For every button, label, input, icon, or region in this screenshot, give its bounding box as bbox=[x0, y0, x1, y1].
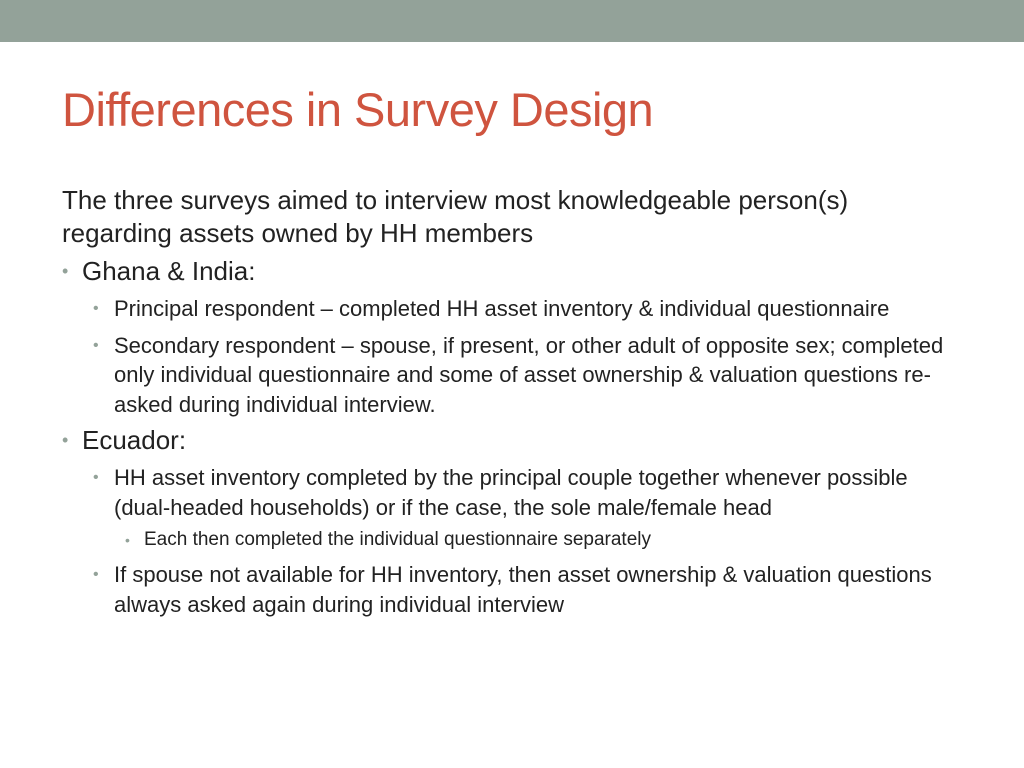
bullet-icon: • bbox=[62, 430, 69, 450]
sub-bullet-text: HH asset inventory completed by the principal couple together whenever possible (dual-headed households) or if the case, the sole male/female head bbox=[114, 465, 908, 520]
sub-bullet-secondary-respondent bbox=[62, 331, 962, 420]
bullet-icon: • bbox=[93, 566, 99, 583]
slide-title: Differences in Survey Design bbox=[62, 83, 654, 136]
bullet-label: Ghana & India: bbox=[82, 256, 256, 286]
bullet-label: Ecuador: bbox=[82, 425, 187, 455]
top-accent-band bbox=[0, 0, 1024, 42]
sub-bullet-text: Principal respondent – completed HH asset inventory & individual questionnaire bbox=[114, 296, 890, 321]
bullet-icon: • bbox=[125, 532, 130, 548]
sub-bullet-text: Secondary respondent – spouse, if present, or other adult of opposite sex; completed only individual questionnaire and some of asset ownership & valuation questions re-asked during individual interview. bbox=[114, 332, 944, 417]
sub-bullet-text: If spouse not available for HH inventory, then asset ownership & valuation questions always asked again during individual interview bbox=[114, 562, 932, 617]
sub-bullet-spouse-not-available bbox=[62, 560, 962, 619]
bullet-ghana-india bbox=[62, 255, 962, 287]
intro-text: The three surveys aimed to interview most knowledgeable person(s) regarding assets owned by HH members bbox=[62, 185, 849, 248]
slide-body bbox=[62, 184, 962, 619]
bullet-icon: • bbox=[62, 261, 69, 281]
bullet-icon: • bbox=[93, 300, 99, 317]
bullet-ecuador bbox=[62, 424, 962, 456]
bullet-icon: • bbox=[93, 336, 99, 354]
sub-bullet-principal-respondent bbox=[62, 294, 962, 324]
bullet-icon: • bbox=[93, 469, 99, 486]
sub-bullet-hh-asset-inventory bbox=[62, 463, 962, 522]
sub-sub-bullet-text: Each then completed the individual questionnaire separately bbox=[144, 529, 651, 550]
sub-sub-bullet-individual-questionnaire bbox=[62, 527, 962, 553]
